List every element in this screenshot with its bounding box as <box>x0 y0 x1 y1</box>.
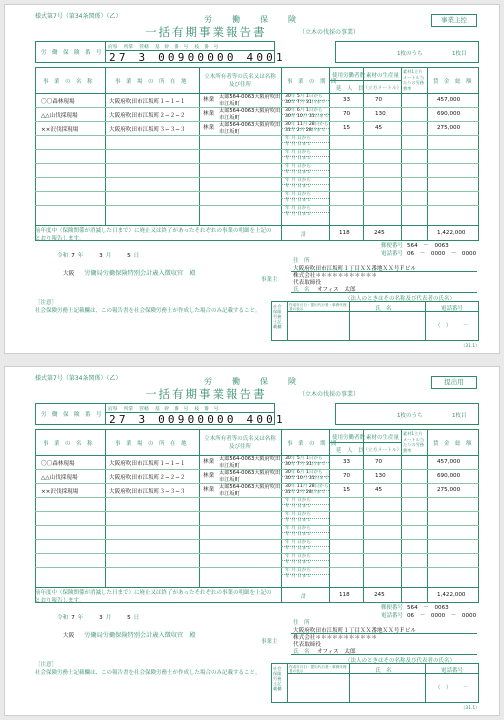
company-name: 株式会社＊＊＊＊＊＊＊＊＊＊＊ <box>293 273 377 279</box>
phone-label: 電話番号 <box>381 251 404 257</box>
header-site-name: 事 業 の 名 称 <box>43 79 93 85</box>
sharoushi-col2: 氏 名 <box>375 306 392 312</box>
form-subtitle: （立木の伐採の事業） <box>299 29 360 36</box>
postal-value: 564 － 0063 <box>407 243 449 249</box>
postal-label: 郵便番号 <box>381 605 404 611</box>
row-volume: 45 <box>375 125 383 131</box>
remarks-text: 社会保険労務士記載欄は、この報告書を社会保険労務士が作成した場合のみ記載すること。 <box>35 308 261 314</box>
addressee: 大阪 労働局労働保険特別会計歳入徴収官 殿 <box>63 270 196 277</box>
row-wages: 690,000 <box>437 111 461 117</box>
address-label: 住 所 <box>293 258 310 264</box>
sharoushi-col1: 作成年月日・提出代行者・事務代理者の表示 <box>289 665 347 673</box>
total-wages: 1,422,000 <box>437 592 466 598</box>
header-workers-unit: 延 人 員 <box>336 86 364 92</box>
name-note: （法人のときはその名称及び代表者の氏名） <box>345 296 456 302</box>
form-number: 様式第7号（第34条関係）（乙） <box>35 13 122 20</box>
phone-value: 06 － 0000 － 0000 <box>407 613 477 619</box>
form-number: 様式第7号（第34条関係）（乙） <box>35 375 122 382</box>
row-site-address: 大阪府吹田市江坂町３−３−３ <box>109 127 186 133</box>
row-workers: 15 <box>343 125 351 131</box>
header-period: 事 業 の 期 間 <box>287 441 337 447</box>
page-count-current: 1枚目 <box>452 51 467 57</box>
labor-number-headers: 府県 所掌 管轄 基 幹 番 号 枝 番 号 <box>108 407 219 412</box>
row-wages: 275,000 <box>437 125 461 131</box>
row-owner-type: 林業 <box>203 97 215 103</box>
total-workers: 118 <box>339 230 350 236</box>
row-wages: 275,000 <box>437 487 461 493</box>
employer-label: 事業主 <box>261 277 278 283</box>
rep-title: 代表取締役 <box>293 642 321 648</box>
remarks-text: 社会保険労務士記載欄は、この報告書を社会保険労務士が作成した場合のみ記載すること。 <box>35 670 261 676</box>
period-cell: 年 月 日から 年 月 日まで <box>285 192 311 203</box>
period-cell: 30年 6月 1日から 30年 10月 31日まで <box>285 470 329 481</box>
form-copy-employer <box>4 4 500 354</box>
row-wages: 457,000 <box>437 459 461 465</box>
period-cell: 年 月 日から 年 月 日まで <box>285 150 311 161</box>
period-cell: 30年 5月 1日から 30年 7月 31日まで <box>285 456 326 467</box>
row-volume: 70 <box>375 97 383 103</box>
sharoushi-side-label: 社会保険労務士記載欄 <box>273 304 282 329</box>
form-title: 一括有期事業報告書 <box>145 25 267 39</box>
form-category: 労 働 保 険 <box>204 377 302 386</box>
header-volume-unit: （立方メートル） <box>363 86 402 91</box>
form-category: 労 働 保 険 <box>204 15 302 24</box>
sharoushi-col1: 作成年月日・提出代行者・事務代理者の表示 <box>289 303 347 311</box>
period-cell: 30年 11月 28日から 31年 2月 28日まで <box>285 484 329 495</box>
declaration-text: 前年度中（保険関係が消滅した日まで）に廃止又は終了があったそれぞれの事業の明細を上記のとおり報告します。 <box>35 228 272 242</box>
row-owner-address: 太郎564-0063大阪府吹田市江坂町 <box>219 470 281 483</box>
row-owner-address: 太郎564-0063大阪府吹田市江坂町 <box>219 108 281 121</box>
name-label: 氏 名 <box>293 649 310 655</box>
sharoushi-dash: － <box>463 323 469 329</box>
address-value: 大阪府吹田市江坂町１丁目ＸＸ番地ＸＸ号Ｆビル <box>293 266 417 272</box>
row-site-address: 大阪府吹田市江坂町２−２−２ <box>109 475 186 481</box>
header-contractor: 立木所有者等の氏名又は名称及び住所 <box>204 436 276 450</box>
row-owner-address: 太郎564-0063大阪府吹田市江坂町 <box>219 122 281 135</box>
row-site-name: △△山伐採現場 <box>41 475 78 481</box>
header-contractor: 立木所有者等の氏名又は名称及び住所 <box>204 74 276 88</box>
period-cell: 30年 11月 28日から 31年 2月 28日まで <box>285 122 329 133</box>
period-cell: 年 月 日から 年 月 日まで <box>285 206 311 217</box>
total-label: 計 <box>301 594 307 600</box>
page-count-current: 1枚目 <box>452 413 467 419</box>
header-period: 事 業 の 期 間 <box>287 79 337 85</box>
period-cell: 年 月 日から 年 月 日まで <box>285 136 311 147</box>
row-wages: 690,000 <box>437 473 461 479</box>
labor-number-label: 労 働 保 険 番 号 <box>41 412 102 418</box>
rep-name: オフィス 太郎 <box>317 287 356 293</box>
row-wages: 457,000 <box>437 97 461 103</box>
labor-number-headers: 府県 所掌 管轄 基 幹 番 号 枝 番 号 <box>108 45 219 50</box>
name-label: 氏 名 <box>293 287 310 293</box>
period-cell: 年 月 日から 年 月 日まで <box>285 178 311 189</box>
sharoushi-paren: （ ） <box>435 685 452 691</box>
sharoushi-paren: （ ） <box>435 323 452 329</box>
sharoushi-col2: 氏 名 <box>375 668 392 674</box>
row-site-address: 大阪府吹田市江坂町２−２−２ <box>109 113 186 119</box>
address-value: 大阪府吹田市江坂町１丁目ＸＸ番地ＸＸ号Ｆビル <box>293 628 417 634</box>
period-cell: 30年 5月 1日から 30年 7月 31日まで <box>285 94 326 105</box>
declaration-text: 前年度中（保険関係が消滅した日まで）に廃止又は終了があったそれぞれの事業の明細を上記のとおり報告します。 <box>35 590 272 604</box>
period-cell: 年 月 日から 年 月 日まで <box>285 526 311 537</box>
sharoushi-col3: 電話番号 <box>441 668 464 674</box>
copy-tag: 事業主控 <box>431 14 477 27</box>
row-owner-type: 林業 <box>203 473 215 479</box>
header-volume: 素材の生産量 <box>366 435 400 441</box>
company-name: 株式会社＊＊＊＊＊＊＊＊＊＊＊ <box>293 635 377 641</box>
row-owner-address: 太郎564-0063大阪府吹田市江坂町 <box>219 484 281 497</box>
footer-code: （31.1） <box>461 344 480 349</box>
header-rate: 素材1立方メートル当たりの労務費率 <box>403 431 424 453</box>
page-count-prefix: 1枚のうち <box>397 413 423 419</box>
header-volume-unit: （立方メートル） <box>363 448 402 453</box>
postal-value: 564 － 0063 <box>407 605 449 611</box>
row-site-name: 〇〇森林現場 <box>41 99 75 105</box>
row-workers: 70 <box>343 473 351 479</box>
row-volume: 70 <box>375 459 383 465</box>
rep-name: オフィス 太郎 <box>317 649 356 655</box>
total-label: 計 <box>301 232 307 238</box>
sharoushi-side-label: 社会保険労務士記載欄 <box>273 666 282 691</box>
header-volume: 素材の生産量 <box>366 73 400 79</box>
remarks-label: ［注意］ <box>35 662 58 668</box>
labor-number-value: 27 3 00900000 4001 <box>109 51 286 64</box>
row-workers: 15 <box>343 487 351 493</box>
total-volume: 245 <box>374 592 385 598</box>
row-site-address: 大阪府吹田市江坂町３−３−３ <box>109 489 186 495</box>
row-workers: 33 <box>343 97 351 103</box>
row-volume: 45 <box>375 487 383 493</box>
row-site-address: 大阪府吹田市江坂町１−１−１ <box>109 99 186 105</box>
total-workers: 118 <box>339 592 350 598</box>
sharoushi-col3: 電話番号 <box>441 306 464 312</box>
footer-code: （31.1） <box>461 706 480 711</box>
phone-value: 06 － 0000 － 0000 <box>407 251 477 257</box>
period-cell: 年 月 日から 年 月 日まで <box>285 554 311 565</box>
row-site-name: △△山伐採現場 <box>41 113 78 119</box>
row-site-name: ××沢伐採現場 <box>41 127 79 133</box>
header-site-address: 事 業 場 の 所 在 地 <box>115 441 187 447</box>
name-note: （法人のときはその名称及び代表者の氏名） <box>345 658 456 664</box>
row-owner-type: 林業 <box>203 125 215 131</box>
report-date: 令和 7 年 3 月 5 日 <box>57 253 140 259</box>
period-cell: 年 月 日から 年 月 日まで <box>285 164 311 175</box>
total-volume: 245 <box>374 230 385 236</box>
form-copy-submission <box>4 366 500 716</box>
row-owner-address: 太郎564-0063大阪府吹田市江坂町 <box>219 456 281 469</box>
page-count-prefix: 1枚のうち <box>397 51 423 57</box>
header-workers: 使用労働者数 <box>332 73 366 79</box>
period-cell: 年 月 日から 年 月 日まで <box>285 498 311 509</box>
row-owner-type: 林業 <box>203 111 215 117</box>
row-workers: 33 <box>343 459 351 465</box>
header-workers: 使用労働者数 <box>332 435 366 441</box>
employer-label: 事業主 <box>261 639 278 645</box>
period-cell: 年 月 日から 年 月 日まで <box>285 512 311 523</box>
row-site-name: ××沢伐採現場 <box>41 489 79 495</box>
row-site-name: 〇〇森林現場 <box>41 461 75 467</box>
row-volume: 130 <box>375 111 386 117</box>
header-workers-unit: 延 人 員 <box>336 448 364 454</box>
form-subtitle: （立木の伐採の事業） <box>299 391 360 398</box>
period-cell: 年 月 日から 年 月 日まで <box>285 568 311 579</box>
header-wages: 賃 金 総 額 <box>433 79 472 85</box>
row-owner-type: 林業 <box>203 459 215 465</box>
period-cell: 30年 6月 1日から 30年 10月 31日まで <box>285 108 329 119</box>
row-site-address: 大阪府吹田市江坂町１−１−１ <box>109 461 186 467</box>
address-label: 住 所 <box>293 620 310 626</box>
sharoushi-dash: － <box>463 685 469 691</box>
row-volume: 130 <box>375 473 386 479</box>
header-site-name: 事 業 の 名 称 <box>43 441 93 447</box>
header-wages: 賃 金 総 額 <box>433 441 472 447</box>
rep-title: 代表取締役 <box>293 280 321 286</box>
row-owner-type: 林業 <box>203 487 215 493</box>
row-workers: 70 <box>343 111 351 117</box>
phone-label: 電話番号 <box>381 613 404 619</box>
addressee: 大阪 労働局労働保険特別会計歳入徴収官 殿 <box>63 632 196 639</box>
header-rate: 素材1立方メートル当たりの労務費率 <box>403 69 424 91</box>
remarks-label: ［注意］ <box>35 300 58 306</box>
report-date: 令和 7 年 3 月 5 日 <box>57 615 140 621</box>
labor-number-value: 27 3 00900000 4001 <box>109 413 286 426</box>
copy-tag: 提出用 <box>431 376 477 389</box>
total-wages: 1,422,000 <box>437 230 466 236</box>
row-owner-address: 太郎564-0063大阪府吹田市江坂町 <box>219 94 281 107</box>
postal-label: 郵便番号 <box>381 243 404 249</box>
period-cell: 年 月 日から 年 月 日まで <box>285 540 311 551</box>
header-site-address: 事 業 場 の 所 在 地 <box>115 79 187 85</box>
labor-number-label: 労 働 保 険 番 号 <box>41 50 102 56</box>
form-title: 一括有期事業報告書 <box>145 387 267 401</box>
